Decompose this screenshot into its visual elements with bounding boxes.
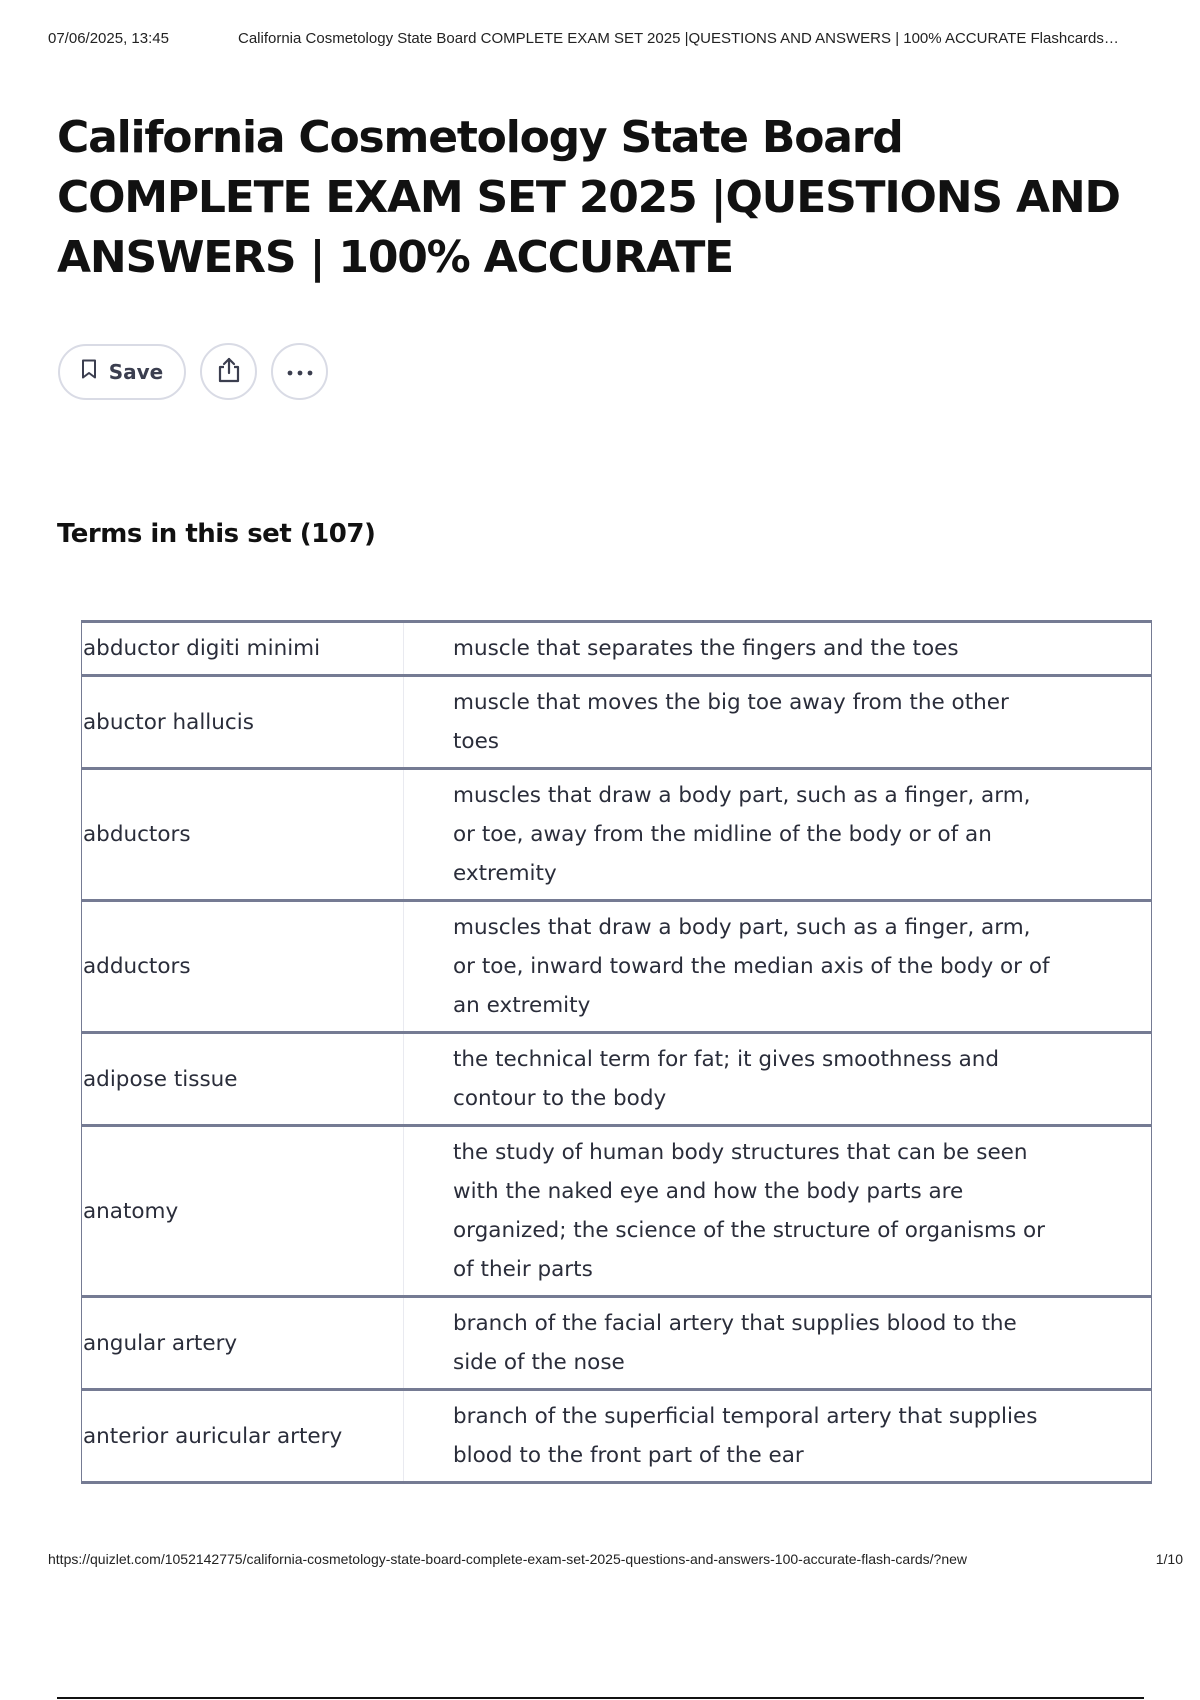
page-number: 1/10 bbox=[1155, 1551, 1183, 1567]
term-row bbox=[82, 1126, 1152, 1297]
term-cell: abductors bbox=[82, 769, 404, 901]
print-document-title: California Cosmetology State Board COMPLETE EXAM SET 2025 |QUESTIONS AND ANSWERS | 100% ACCURATE Flashcards… bbox=[238, 30, 1119, 47]
term-cell: adipose tissue bbox=[82, 1033, 404, 1126]
term-row bbox=[82, 1390, 1152, 1483]
definition-cell: muscles that draw a body part, such as a finger, arm, or toe, away from the midline of the body or of an extremity bbox=[404, 769, 1152, 901]
more-options-icon bbox=[286, 362, 314, 381]
term-cell: angular artery bbox=[82, 1297, 404, 1390]
save-button[interactable] bbox=[58, 344, 186, 400]
term-row bbox=[82, 901, 1152, 1033]
term-row bbox=[82, 622, 1152, 676]
more-options-button[interactable] bbox=[271, 343, 328, 400]
term-cell: anatomy bbox=[82, 1126, 404, 1297]
term-cell: abuctor hallucis bbox=[82, 676, 404, 769]
save-label: Save bbox=[108, 359, 164, 384]
definition-cell: the study of human body structures that can be seen with the naked eye and how the body parts are organized; the science of the structure of organisms or of their parts bbox=[404, 1126, 1152, 1297]
print-date: 07/06/2025, 13:45 bbox=[48, 30, 169, 47]
term-row bbox=[82, 1033, 1152, 1126]
terms-table bbox=[81, 620, 1152, 1484]
term-row bbox=[82, 769, 1152, 901]
definition-cell: branch of the facial artery that supplies blood to the side of the nose bbox=[404, 1297, 1152, 1390]
definition-cell: the technical term for fat; it gives smoothness and contour to the body bbox=[404, 1033, 1152, 1126]
share-button[interactable] bbox=[200, 343, 257, 400]
divider bbox=[57, 1697, 1144, 1699]
definition-cell: muscles that draw a body part, such as a finger, arm, or toe, inward toward the median axis of the body or of an extremity bbox=[404, 901, 1152, 1033]
term-row bbox=[82, 1297, 1152, 1390]
terms-heading: Terms in this set (107) bbox=[57, 519, 376, 549]
action-bar bbox=[58, 343, 328, 400]
term-cell: adductors bbox=[82, 901, 404, 1033]
share-icon bbox=[216, 356, 242, 388]
term-cell: anterior auricular artery bbox=[82, 1390, 404, 1483]
bookmark-icon bbox=[81, 359, 97, 384]
term-row bbox=[82, 676, 1152, 769]
definition-cell: muscle that separates the fingers and the toes bbox=[404, 622, 1152, 676]
definition-cell: muscle that moves the big toe away from the other toes bbox=[404, 676, 1152, 769]
page-title: California Cosmetology State Board COMPLETE EXAM SET 2025 |QUESTIONS AND ANSWERS | 100% ACCURATE bbox=[57, 112, 1120, 283]
term-cell: abductor digiti minimi bbox=[82, 622, 404, 676]
page-url: https://quizlet.com/1052142775/california-cosmetology-state-board-complete-exam-set-2025-questions-and-answers-100-accurate-flash-cards/?new bbox=[48, 1551, 968, 1567]
definition-cell: branch of the superficial temporal artery that supplies blood to the front part of the ear bbox=[404, 1390, 1152, 1483]
